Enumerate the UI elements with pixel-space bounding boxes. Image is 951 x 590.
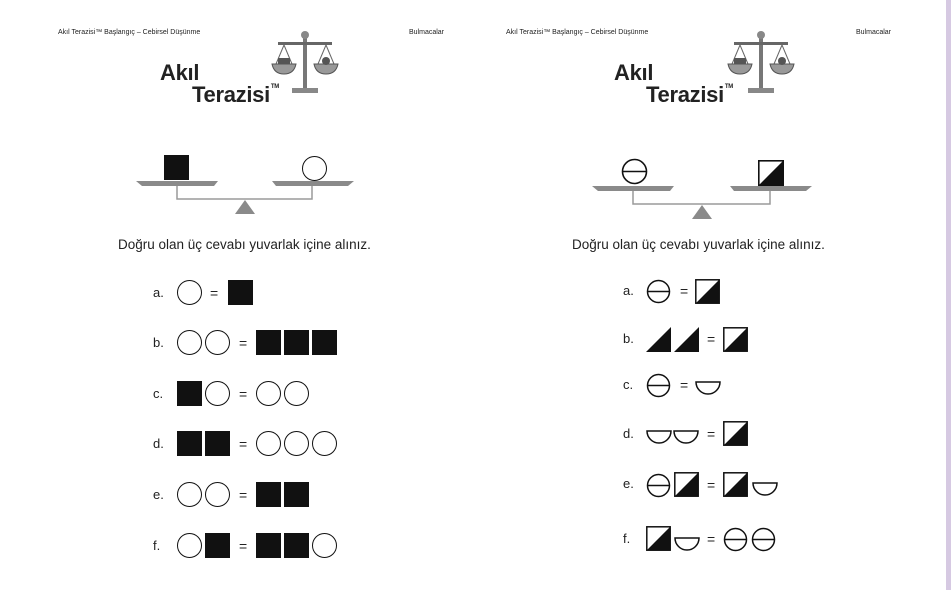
square-shape <box>284 482 309 507</box>
equals-sign: = <box>680 283 689 299</box>
logo-line2: Terazisi™ <box>192 82 279 107</box>
header-left-text: Akıl Terazisi™ Başlangıç – Cebirsel Düşünme <box>58 29 201 36</box>
balance-left-split-circle-icon <box>621 158 648 185</box>
circle-shape <box>284 431 309 456</box>
logo-line1: Akıl <box>160 60 200 85</box>
circle-shape <box>205 482 230 507</box>
logo-line2: Terazisi™ <box>646 82 733 107</box>
square-shape <box>256 533 281 558</box>
option-letter: e. <box>623 476 634 491</box>
circle-shape <box>177 330 202 355</box>
equals-sign: = <box>239 335 248 351</box>
option-letter: f. <box>623 531 631 546</box>
option-letter: a. <box>153 285 164 300</box>
square-shape <box>205 431 230 456</box>
option-letter: b. <box>623 331 634 346</box>
header-right-text: Bulmacalar <box>856 29 892 36</box>
circle-shape <box>312 533 337 558</box>
square-shape <box>177 431 202 456</box>
diag-square-icon <box>723 472 748 497</box>
option-letter: c. <box>153 386 164 401</box>
square-shape <box>256 482 281 507</box>
circle-shape <box>256 431 281 456</box>
diag-square-icon <box>723 421 748 446</box>
option-letter: d. <box>623 426 634 441</box>
diag-square-icon <box>646 526 671 551</box>
split-circle-icon <box>646 473 671 498</box>
logo-line1: Akıl <box>614 60 654 85</box>
balance-left-pan-square <box>164 155 189 180</box>
triangle-icon <box>646 327 671 352</box>
semicircle-icon <box>674 537 700 551</box>
balance-beam-icon <box>590 183 820 223</box>
circle-shape <box>177 280 202 305</box>
diag-square-icon <box>695 279 720 304</box>
circle-shape <box>256 381 281 406</box>
circle-shape <box>205 381 230 406</box>
balance-beam-icon <box>130 178 360 218</box>
option-letter: d. <box>153 436 164 451</box>
worksheet-page-right <box>476 0 951 590</box>
option-letter: b. <box>153 335 164 350</box>
split-circle-icon <box>646 373 671 398</box>
split-circle-icon <box>751 527 776 552</box>
option-letter: a. <box>623 283 634 298</box>
semicircle-icon <box>646 430 672 444</box>
circle-shape <box>312 431 337 456</box>
option-letter: f. <box>153 538 161 553</box>
instruction-text: Doğru olan üç cevabı yuvarlak içine alınız. <box>572 237 825 252</box>
semicircle-icon <box>673 430 699 444</box>
page-edge-divider <box>946 0 951 590</box>
square-shape <box>284 330 309 355</box>
circle-shape <box>177 482 202 507</box>
equals-sign: = <box>707 531 716 547</box>
header-right-text: Bulmacalar <box>409 29 445 36</box>
equals-sign: = <box>239 386 248 402</box>
square-shape <box>205 533 230 558</box>
option-letter: c. <box>623 377 634 392</box>
scale-logo-icon <box>726 28 796 98</box>
square-shape <box>177 381 202 406</box>
instruction-text: Doğru olan üç cevabı yuvarlak içine alınız. <box>118 237 371 252</box>
equals-sign: = <box>239 487 248 503</box>
circle-shape <box>284 381 309 406</box>
split-circle-icon <box>723 527 748 552</box>
worksheet-page-left <box>0 0 475 590</box>
square-shape <box>312 330 337 355</box>
split-circle-icon <box>646 279 671 304</box>
equals-sign: = <box>680 377 689 393</box>
equals-sign: = <box>707 331 716 347</box>
equals-sign: = <box>707 477 716 493</box>
semicircle-icon <box>752 482 778 496</box>
square-shape <box>284 533 309 558</box>
equals-sign: = <box>210 285 219 301</box>
square-shape <box>228 280 253 305</box>
circle-shape <box>177 533 202 558</box>
equals-sign: = <box>239 538 248 554</box>
scale-logo-icon <box>270 28 340 98</box>
triangle-icon <box>674 327 699 352</box>
equals-sign: = <box>707 426 716 442</box>
diag-square-icon <box>674 472 699 497</box>
equals-sign: = <box>239 436 248 452</box>
diag-square-icon <box>723 327 748 352</box>
circle-shape <box>205 330 230 355</box>
header-left-text: Akıl Terazisi™ Başlangıç – Cebirsel Düşünme <box>506 29 649 36</box>
semicircle-icon <box>695 381 721 395</box>
square-shape <box>256 330 281 355</box>
option-letter: e. <box>153 487 164 502</box>
